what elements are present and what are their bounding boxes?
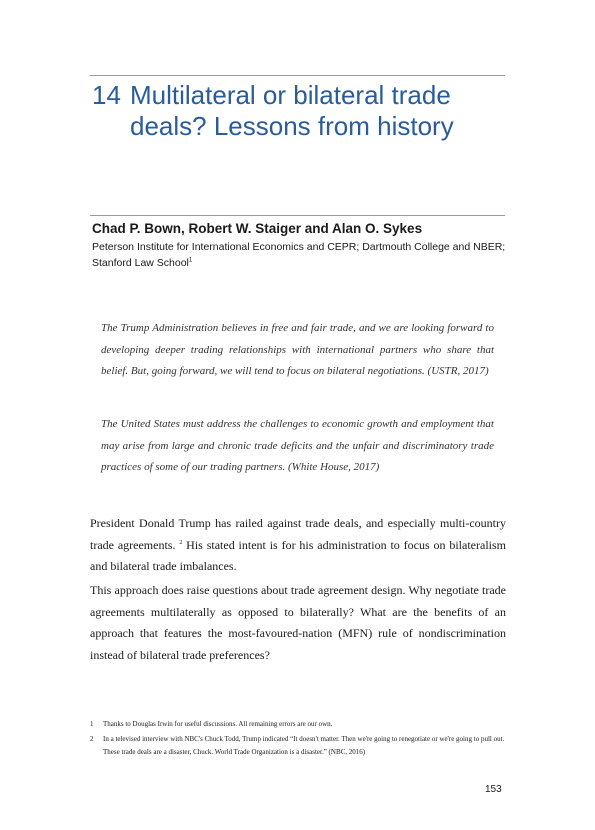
body-paragraph-1 [90, 513, 506, 578]
author-affiliation [92, 239, 512, 271]
page-number: 153 [485, 784, 502, 795]
footnote-2 [90, 733, 510, 759]
body-paragraph-2: This approach does raise questions about trade agreement design. Why negotiate trade agreements multilaterally as opposed to bilaterally? What are the benefits of an approach that features the most-favoured-nation (MFN) rule of nondiscrimination instead of bilateral trade preferences? [90, 583, 506, 662]
footnote-marker-2: 2 [179, 539, 183, 546]
epigraph-1: The Trump Administration believes in free and fair trade, and we are looking forward to developing deeper trading relationships with international partners who share that belief. But, going forward, we will tend to focus on bilateral negotiations. (USTR, 2017) [101, 322, 494, 377]
author-rule [90, 215, 505, 216]
chapter-number: 14 [92, 80, 121, 110]
chapter-title-line2: deals? Lessons from history [130, 111, 454, 141]
footnote-number: 1 [90, 720, 94, 728]
footnote-text: In a televised interview with NBC's Chuck Todd, Trump indicated “It doesn't matter. Then we're going to renegotiate or we're going to pull out. These trade deals are a disaster, Chuck. World Trade Organization is a disaster.” (NBC, 2016) [103, 735, 505, 756]
epigraph-2: The United States must address the challenges to economic growth and employment that may arise from large and chronic trade deficits and the unfair and discriminatory trade practices of some of our trading partners. (White House, 2017) [101, 418, 494, 473]
top-rule [90, 75, 505, 76]
footnote-1 [90, 718, 510, 731]
affiliation-footnote-marker: 1 [188, 257, 193, 264]
paragraph-1-text-b: His stated intent is for his administration to focus on bilateralism and bilateral trade imbalances. [90, 537, 506, 573]
footnote-number: 2 [90, 735, 94, 743]
chapter-title [92, 80, 512, 142]
chapter-title-line1: Multilateral or bilateral trade [130, 80, 451, 110]
author-list: Chad P. Bown, Robert W. Staiger and Alan O. Sykes [92, 221, 423, 236]
paragraph-1-text-a: President Donald Trump has railed against trade deals, and especially multi-country trade agreements. [90, 516, 506, 552]
footnote-text: Thanks to Douglas Irwin for useful discussions. All remaining errors are our own. [103, 720, 333, 728]
affiliation-text: Peterson Institute for International Economics and CEPR; Dartmouth College and NBER; Stanford Law School [92, 241, 506, 269]
